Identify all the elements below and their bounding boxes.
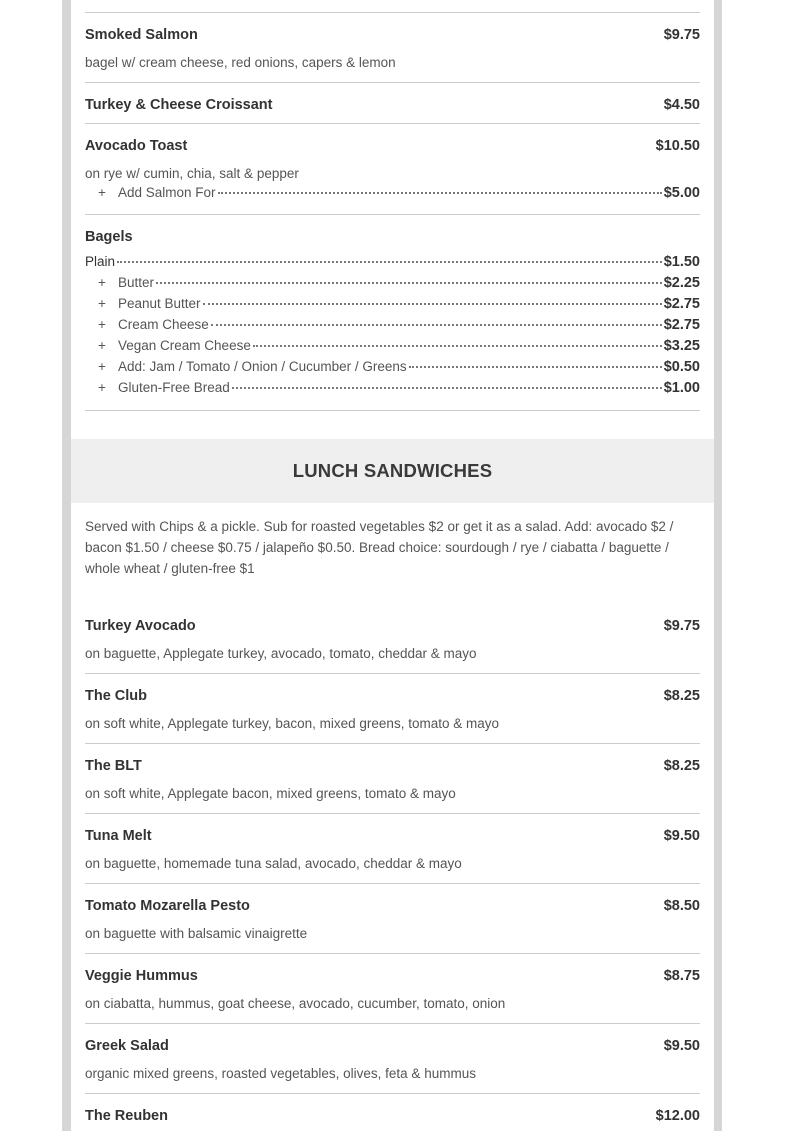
section-header [71,439,714,503]
addon-row [85,185,700,206]
item-price: $8.25 [663,688,700,704]
divider [85,123,700,124]
divider [85,1023,700,1024]
plus-icon: + [98,296,106,311]
item-price: $8.75 [663,968,700,984]
addon-name: Butter [118,275,155,290]
addon-price: $3.25 [663,338,700,354]
bagels-list [85,254,700,401]
addon-price: $2.75 [663,317,700,333]
addon-price: $2.25 [663,275,700,291]
addon-name: Add Salmon For [118,185,216,200]
addon-price: $0.50 [663,359,700,375]
item-price: $10.50 [655,138,700,154]
divider [85,1093,700,1094]
bagel-base-name: Plain [85,254,116,269]
addon-name: Gluten-Free Bread [118,380,230,395]
divider [85,410,700,411]
addon-price: $2.75 [663,296,700,312]
menu-item [85,1108,700,1124]
divider [85,953,700,954]
item-description: on rye w/ cumin, chia, salt & pepper [85,166,299,181]
item-description: on baguette, Applegate turkey, avocado, tomato, cheddar & mayo [85,646,477,661]
item-name: The Club [85,688,148,704]
dot-leader [203,302,662,305]
dot-leader [409,365,662,368]
item-price: $8.50 [663,898,700,914]
item-name: Avocado Toast [85,138,188,154]
divider [85,883,700,884]
item-name: The Reuben [85,1108,168,1124]
addon-name: Peanut Butter [118,296,201,311]
addon-row [85,338,700,359]
item-description: on baguette with balsamic vinaigrette [85,926,308,941]
plus-icon: + [98,275,106,290]
menu-item [85,1038,700,1081]
menu-item [85,898,700,941]
plus-icon: + [98,359,106,374]
menu-item [85,618,700,661]
divider [85,214,700,215]
item-description: on ciabatta, hummus, goat cheese, avocado, cucumber, tomato, onion [85,996,506,1011]
item-price: $8.25 [663,758,700,774]
item-description: on baguette, homemade tuna salad, avocado, cheddar & mayo [85,856,462,871]
section-intro: Served with Chips & a pickle. Sub for roasted vegetables $2 or get it as a salad. Add: avocado $2 / bacon $1.50 / cheese $0.75 / jalapeño $0.50. Bread choice: sourdough / rye / ciabatta / baguette / whole wheat / gluten-free $1 [85,519,674,576]
addon-row [85,296,700,317]
plus-icon: + [98,380,106,395]
dot-leader [156,281,662,284]
bagels-group [85,229,700,245]
item-price: $9.50 [663,1038,700,1054]
item-description: on soft white, Applegate bacon, mixed greens, tomato & mayo [85,786,456,801]
addon-row [85,380,700,401]
menu-item [85,138,700,181]
dot-leader [232,386,662,389]
menu-item [85,97,700,113]
menu-page [71,0,714,1131]
divider [85,673,700,674]
addon-price: $5.00 [663,185,700,201]
addon-name: Add: Jam / Tomato / Onion / Cucumber / Greens [118,359,407,374]
section-title: LUNCH SANDWICHES [292,460,493,481]
item-description: on soft white, Applegate turkey, bacon, mixed greens, tomato & mayo [85,716,499,731]
menu-item [85,968,700,1011]
item-price: $9.75 [663,618,700,634]
item-name: Veggie Hummus [85,968,198,984]
dot-leader [218,191,662,194]
menu-item [85,688,700,731]
addon-row [85,317,700,338]
plus-icon: + [98,185,106,200]
menu-item [85,27,700,70]
dot-leader [117,260,662,263]
item-price: $9.75 [663,27,700,43]
divider [85,743,700,744]
item-name: Smoked Salmon [85,27,198,43]
plus-icon: + [98,317,106,332]
menu-item [85,758,700,801]
divider [85,813,700,814]
menu-item [85,828,700,871]
addon-name: Cream Cheese [118,317,209,332]
divider [85,82,700,83]
dot-leader [211,323,662,326]
item-price: $12.00 [655,1108,700,1124]
item-name: Turkey & Cheese Croissant [85,97,273,113]
addon-name: Vegan Cream Cheese [118,338,251,353]
item-description: bagel w/ cream cheese, red onions, capers & lemon [85,55,396,70]
addon-price: $1.00 [663,380,700,396]
item-name: Greek Salad [85,1038,169,1054]
addon-row [85,275,700,296]
item-name: The BLT [85,758,142,774]
item-name: Turkey Avocado [85,618,196,634]
item-name: Tomato Mozarella Pesto [85,898,250,914]
item-price: $4.50 [663,97,700,113]
item-name: Tuna Melt [85,828,152,844]
dot-leader [253,344,662,347]
plus-icon: + [98,338,106,353]
item-description: organic mixed greens, roasted vegetables, olives, feta & hummus [85,1066,476,1081]
divider [85,12,700,13]
item-price: $9.50 [663,828,700,844]
group-title: Bagels [85,229,133,245]
addon-row [85,359,700,380]
bagel-base-price: $1.50 [663,254,700,270]
